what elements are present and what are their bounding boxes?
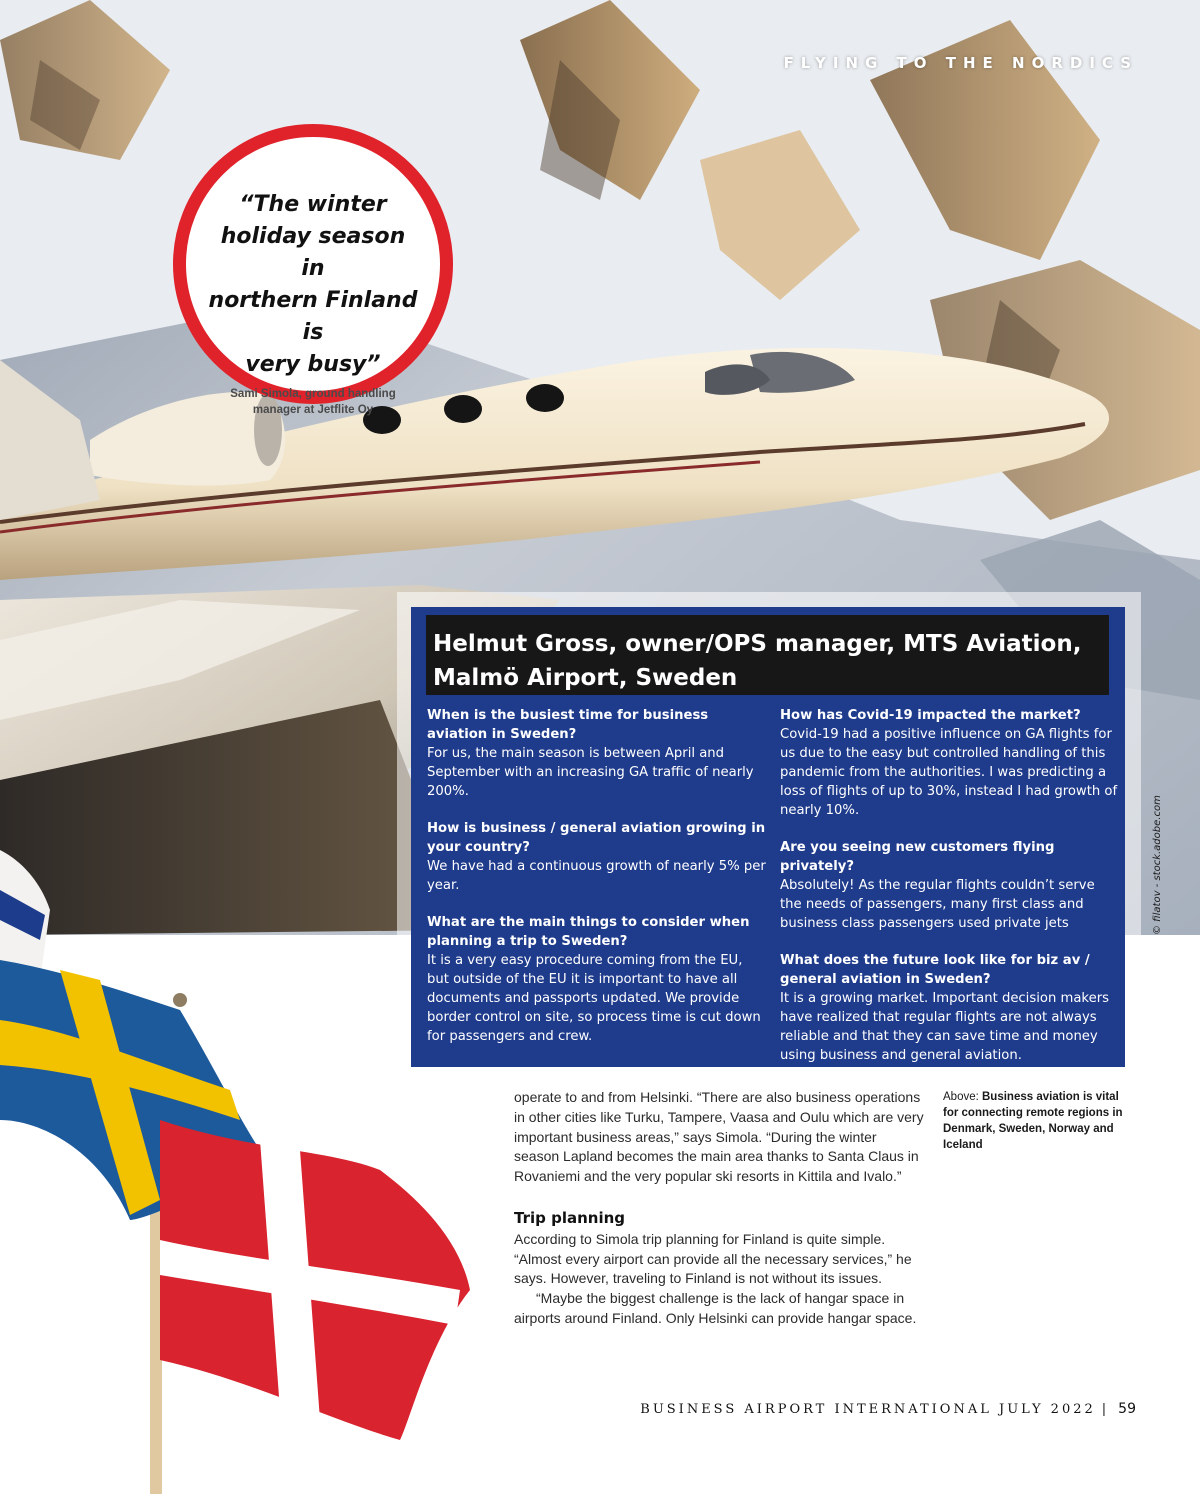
interview-title-line: Malmö Airport, Sweden xyxy=(433,665,738,691)
interview-question: Are you seeing new customers flying privately? xyxy=(780,840,1055,874)
interview-answer: Absolutely! As the regular flights couldn’t serve the needs of passengers, many first class and business class passengers used private jets xyxy=(780,878,1095,931)
issue-date: JULY 2022 xyxy=(999,1402,1096,1417)
pull-quote-line: northern Finland is xyxy=(208,288,418,345)
interview-question: How has Covid-19 impacted the market? xyxy=(780,708,1081,723)
qa-item xyxy=(427,706,767,801)
photo-caption xyxy=(943,1089,1133,1153)
page-number: 59 xyxy=(1118,1401,1136,1417)
pull-quote-attribution xyxy=(228,386,398,418)
interview-question: When is the busiest time for business aviation in Sweden? xyxy=(427,708,709,742)
interview-answer: It is a very easy procedure coming from the EU, but outside of the EU it is important to have all documents and passports updated. We provide border control on site, so process time is cut down for passengers and crew. xyxy=(427,953,761,1044)
interview-question: How is business / general aviation growing in your country? xyxy=(427,821,766,855)
qa-item xyxy=(427,913,767,1046)
page-footer xyxy=(640,1401,1136,1417)
pull-quote-line: “The winter xyxy=(239,192,387,217)
interview-title xyxy=(426,615,1109,695)
article-body xyxy=(514,1088,924,1329)
publication-name: BUSINESS AIRPORT INTERNATIONAL xyxy=(640,1402,992,1417)
caption-lead: Above: xyxy=(943,1091,982,1103)
interview-right-column xyxy=(780,706,1120,1083)
interview-answer: We have had a continuous growth of nearly 5% per year. xyxy=(427,859,766,893)
pull-quote-text xyxy=(206,189,420,381)
interview-left-column xyxy=(427,706,767,1064)
article-paragraph: According to Simola trip planning for Finland is quite simple. “Almost every airport can provide all the necessary services,” he says. However, traveling to Finland is not without its issues. xyxy=(514,1230,912,1287)
interview-answer: It is a growing market. Important decision makers have realized that regular flights are not always reliable and that they can save time and money using business and general aviation. xyxy=(780,991,1109,1063)
attribution-line: Sami Simola, ground handling xyxy=(230,388,396,400)
interview-answer: For us, the main season is between April and September with an increasing GA traffic of nearly 200%. xyxy=(427,746,754,799)
interview-title-line: Helmut Gross, owner/OPS manager, MTS Aviation, xyxy=(433,631,1082,657)
caption-text: Business aviation is vital for connecting remote regions in Denmark, Sweden, Norway and Iceland xyxy=(943,1091,1123,1151)
qa-item xyxy=(780,838,1120,933)
article-subheading: Trip planning xyxy=(514,1208,625,1227)
interview-question: What are the main things to consider when planning a trip to Sweden? xyxy=(427,915,750,949)
interview-answer: Covid-19 had a positive influence on GA flights for us due to the easy but controlled handling of this pandemic from the authorities. I was predicting a loss of flights of up to 30%, instead I had growth of nearly 10%. xyxy=(780,727,1118,818)
article-paragraph: “Maybe the biggest challenge is the lack of hangar space in airports around Finland. Only Helsinki can provide hangar space. xyxy=(514,1290,917,1326)
qa-item xyxy=(780,951,1120,1065)
pull-quote xyxy=(173,124,453,416)
footer-separator: | xyxy=(1101,1402,1107,1417)
interview-box xyxy=(411,607,1125,1067)
pull-quote-line: holiday season in xyxy=(220,224,406,281)
article-paragraph: operate to and from Helsinki. “There are also business operations in other cities like Turku, Tampere, Vaasa and Oulu which are very important business areas,” says Simola. “During the winter season Lapland becomes the main area thanks to Santa Claus in Rovaniemi and the very popular ski resorts in Kittila and Ivalo.” xyxy=(514,1089,924,1185)
section-label: FLYING TO THE NORDICS xyxy=(783,54,1138,72)
photo-credit: © filatov - stock.adobe.com xyxy=(1152,795,1163,935)
qa-item xyxy=(780,706,1120,820)
attribution-line: manager at Jetflite Oy xyxy=(252,404,374,416)
interview-question: What does the future look like for biz av / general aviation in Sweden? xyxy=(780,953,1090,987)
qa-item xyxy=(427,819,767,895)
pull-quote-line: very busy” xyxy=(245,352,381,377)
